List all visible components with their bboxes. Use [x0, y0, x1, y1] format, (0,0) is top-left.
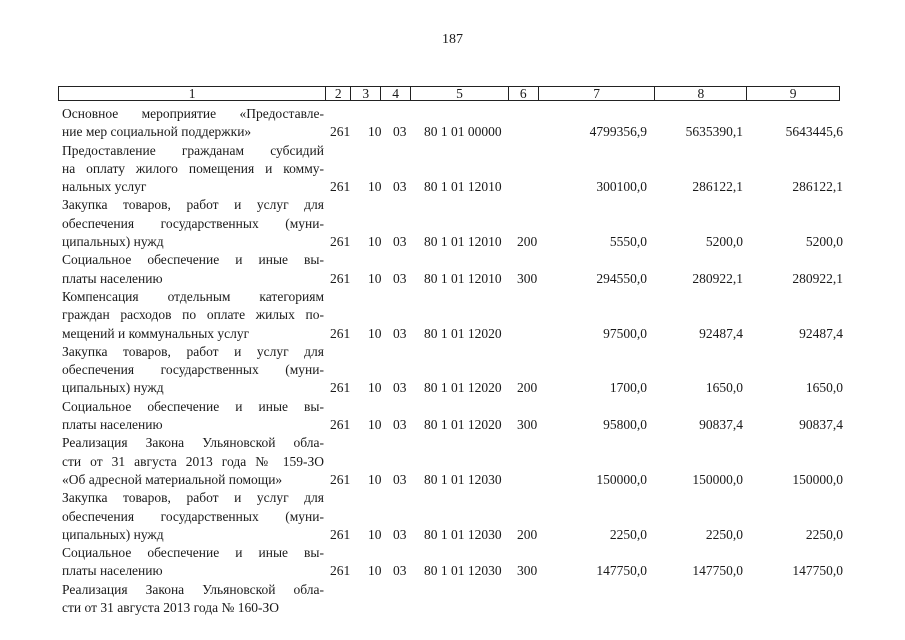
row-cell-c3: 10 — [368, 270, 382, 286]
row-cell-c6: 200 — [517, 526, 538, 542]
header-col-1: 1 — [59, 87, 326, 100]
row-cell-c8: 5635390,1 — [685, 124, 743, 140]
table-row — [0, 251, 905, 288]
row-cell-c3: 10 — [368, 563, 382, 579]
row-cell-c4: 03 — [393, 417, 407, 433]
table-row — [0, 196, 905, 251]
row-cell-c9: 2250,0 — [805, 526, 843, 542]
row-cell-c9: 5200,0 — [805, 234, 843, 250]
row-cell-c9: 1650,0 — [805, 380, 843, 396]
row-cell-c8: 92487,4 — [699, 325, 743, 341]
row-cell-c2: 261 — [330, 563, 351, 579]
row-cell-c2: 261 — [330, 124, 351, 140]
row-cell-c3: 10 — [368, 325, 382, 341]
row-cell-c8: 286122,1 — [692, 179, 743, 195]
row-cell-c8: 5200,0 — [705, 234, 743, 250]
table-row — [0, 398, 905, 435]
row-name-line: нальных услуг — [62, 179, 147, 195]
row-cell-c2: 261 — [330, 526, 351, 542]
row-name — [62, 105, 324, 142]
row-name-line: сти от 31 августа 2013 года № 159-ЗО — [62, 453, 324, 469]
header-col-9: 9 — [789, 86, 797, 101]
row-name-line: платы населению — [62, 563, 163, 579]
row-name-line: Социальное обеспечение и иные вы- — [62, 252, 324, 268]
row-name-line: Социальное обеспечение и иные вы- — [62, 545, 324, 561]
row-name-line: Закупка товаров, работ и услуг для — [62, 490, 324, 506]
row-cell-c4: 03 — [393, 380, 407, 396]
row-name — [62, 581, 324, 618]
row-name-line: ципальных) нужд — [62, 526, 164, 542]
row-cell-c5: 80 1 01 12010 — [424, 179, 502, 195]
header-col-2: 2 — [326, 87, 351, 100]
row-cell-c3: 10 — [368, 471, 382, 487]
row-cell-c2: 261 — [330, 471, 351, 487]
row-name-line: на оплату жилого помещения и комму- — [62, 160, 324, 176]
row-cell-c7: 294550,0 — [596, 270, 647, 286]
table-row — [0, 288, 905, 343]
row-cell-c8: 147750,0 — [692, 563, 743, 579]
row-name-line: платы населению — [62, 270, 163, 286]
table-row — [0, 142, 905, 197]
row-name-line: обеспечения государственных (муни- — [62, 215, 324, 231]
row-cell-c8: 280922,1 — [692, 270, 743, 286]
row-cell-c2: 261 — [330, 417, 351, 433]
header-col-4: 4 — [381, 87, 411, 100]
row-cell-c6: 200 — [517, 234, 538, 250]
row-cell-c7: 150000,0 — [596, 471, 647, 487]
row-cell-c7: 2250,0 — [609, 526, 647, 542]
row-cell-c7: 5550,0 — [609, 234, 647, 250]
row-name — [62, 544, 324, 581]
row-cell-c2: 261 — [330, 234, 351, 250]
header-col-6: 6 — [509, 87, 539, 100]
table-header — [58, 86, 840, 101]
row-cell-c3: 10 — [368, 179, 382, 195]
table-row — [0, 105, 905, 142]
row-name — [62, 251, 324, 288]
row-name-line: обеспечения государственных (муни- — [62, 362, 324, 378]
row-name-line: Реализация Закона Ульяновской обла- — [62, 581, 324, 597]
row-name-line: Социальное обеспечение и иные вы- — [62, 398, 324, 414]
row-name-line: Реализация Закона Ульяновской обла- — [62, 435, 324, 451]
row-cell-c3: 10 — [368, 124, 382, 140]
row-cell-c8: 150000,0 — [692, 471, 743, 487]
row-name — [62, 196, 324, 251]
row-name-line: Основное мероприятие «Предоставле- — [62, 106, 324, 121]
row-cell-c9: 286122,1 — [792, 179, 843, 195]
row-cell-c6: 300 — [517, 270, 538, 286]
row-name — [62, 489, 324, 544]
row-name-line: Закупка товаров, работ и услуг для — [62, 197, 324, 213]
header-col-8: 8 — [655, 87, 747, 100]
header-col-7: 7 — [539, 87, 656, 100]
row-cell-c5: 80 1 01 12020 — [424, 325, 502, 341]
row-cell-c2: 261 — [330, 179, 351, 195]
row-cell-c5: 80 1 01 00000 — [424, 124, 502, 140]
row-cell-c2: 261 — [330, 270, 351, 286]
row-cell-c7: 97500,0 — [603, 325, 647, 341]
row-cell-c5: 80 1 01 12010 — [424, 270, 502, 286]
table-row — [0, 489, 905, 544]
row-cell-c6: 300 — [517, 563, 538, 579]
row-cell-c4: 03 — [393, 179, 407, 195]
row-cell-c4: 03 — [393, 471, 407, 487]
row-name-line: сти от 31 августа 2013 года № 160-ЗО — [62, 600, 279, 616]
row-cell-c6: 200 — [517, 380, 538, 396]
header-col-5: 5 — [411, 87, 509, 100]
row-cell-c5: 80 1 01 12020 — [424, 417, 502, 433]
row-cell-c4: 03 — [393, 270, 407, 286]
row-cell-c9: 150000,0 — [792, 471, 843, 487]
row-cell-c7: 300100,0 — [596, 179, 647, 195]
row-cell-c4: 03 — [393, 563, 407, 579]
row-name-line: мещений и коммунальных услуг — [62, 325, 250, 341]
row-cell-c5: 80 1 01 12020 — [424, 380, 502, 396]
row-name — [62, 288, 324, 343]
row-cell-c2: 261 — [330, 380, 351, 396]
row-name — [62, 142, 324, 197]
row-cell-c7: 4799356,9 — [589, 124, 647, 140]
row-cell-c7: 1700,0 — [609, 380, 647, 396]
table-body — [0, 105, 905, 617]
table-row — [0, 544, 905, 581]
row-cell-c9: 280922,1 — [792, 270, 843, 286]
row-name-line: «Об адресной материальной помощи» — [62, 471, 283, 487]
row-cell-c5: 80 1 01 12010 — [424, 234, 502, 250]
row-cell-c9: 92487,4 — [799, 325, 843, 341]
row-cell-c9: 147750,0 — [792, 563, 843, 579]
row-cell-c7: 95800,0 — [603, 417, 647, 433]
row-cell-c3: 10 — [368, 526, 382, 542]
row-cell-c4: 03 — [393, 325, 407, 341]
row-name-line: ние мер социальной поддержки» — [62, 124, 252, 140]
row-cell-c2: 261 — [330, 325, 351, 341]
row-cell-c8: 90837,4 — [699, 417, 743, 433]
row-name-line: Компенсация отдельным категориям — [62, 288, 324, 304]
row-cell-c7: 147750,0 — [596, 563, 647, 579]
row-cell-c3: 10 — [368, 380, 382, 396]
row-name-line: Закупка товаров, работ и услуг для — [62, 343, 324, 359]
row-cell-c8: 1650,0 — [705, 380, 743, 396]
row-cell-c5: 80 1 01 12030 — [424, 563, 502, 579]
row-cell-c9: 5643445,6 — [785, 124, 843, 140]
table-row — [0, 434, 905, 489]
row-cell-c8: 2250,0 — [705, 526, 743, 542]
row-name — [62, 398, 324, 435]
row-cell-c3: 10 — [368, 234, 382, 250]
row-name-line: ципальных) нужд — [62, 234, 164, 250]
table-row — [0, 343, 905, 398]
row-name-line: Предоставление гражданам субсидий — [62, 142, 324, 158]
row-cell-c4: 03 — [393, 526, 407, 542]
row-name-line: ципальных) нужд — [62, 380, 164, 396]
row-name — [62, 434, 324, 489]
row-cell-c5: 80 1 01 12030 — [424, 471, 502, 487]
row-cell-c9: 90837,4 — [799, 417, 843, 433]
row-cell-c6: 300 — [517, 417, 538, 433]
header-col-3: 3 — [351, 87, 381, 100]
row-name — [62, 343, 324, 398]
row-cell-c4: 03 — [393, 234, 407, 250]
row-name-line: граждан расходов по оплате жилых по- — [62, 307, 324, 323]
row-cell-c5: 80 1 01 12030 — [424, 526, 502, 542]
row-cell-c4: 03 — [393, 124, 407, 140]
row-cell-c3: 10 — [368, 417, 382, 433]
table-row — [0, 581, 905, 618]
row-name-line: обеспечения государственных (муни- — [62, 508, 324, 524]
page-number: 187 — [442, 32, 463, 47]
row-name-line: платы населению — [62, 417, 163, 433]
